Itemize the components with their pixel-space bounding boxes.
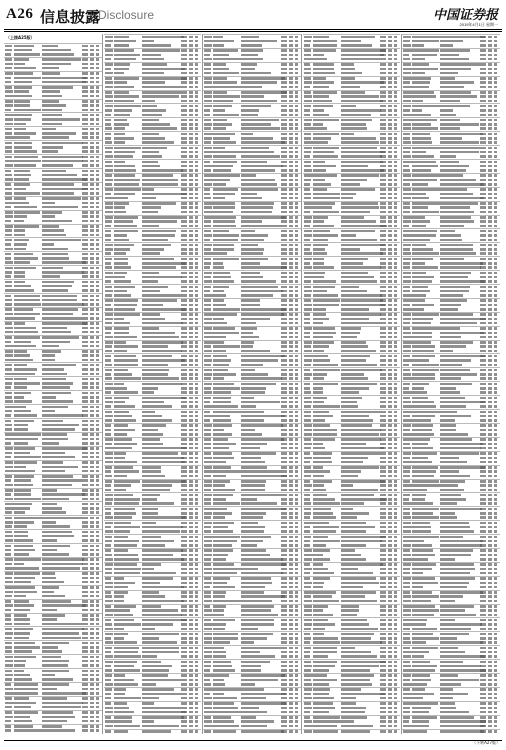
col-4 (303, 34, 401, 734)
footer-rule (4, 740, 502, 741)
column-divider (301, 34, 302, 734)
continued-from-label: （上接A25版） (6, 35, 35, 40)
table-row (4, 733, 102, 734)
section-subtitle: Disclosure (98, 8, 155, 22)
masthead (0, 0, 506, 30)
col-3 (203, 34, 301, 734)
newspaper-logo: 中国证券报 (432, 8, 498, 23)
header-rule-thin (4, 31, 502, 32)
col-2 (104, 34, 202, 734)
continued-note: （下转A27版） (472, 740, 500, 745)
page-code: A26 (6, 6, 34, 22)
section-title: 信息披露 (40, 8, 101, 26)
edition-date: 2019年4月1日 星期一 (459, 22, 498, 27)
column-divider (401, 34, 402, 734)
header-rule (4, 29, 502, 30)
col-5 (402, 34, 500, 734)
disclosure-table-area (4, 34, 502, 734)
column-divider (102, 34, 103, 734)
col-1 (4, 34, 102, 734)
column-divider (202, 34, 203, 734)
